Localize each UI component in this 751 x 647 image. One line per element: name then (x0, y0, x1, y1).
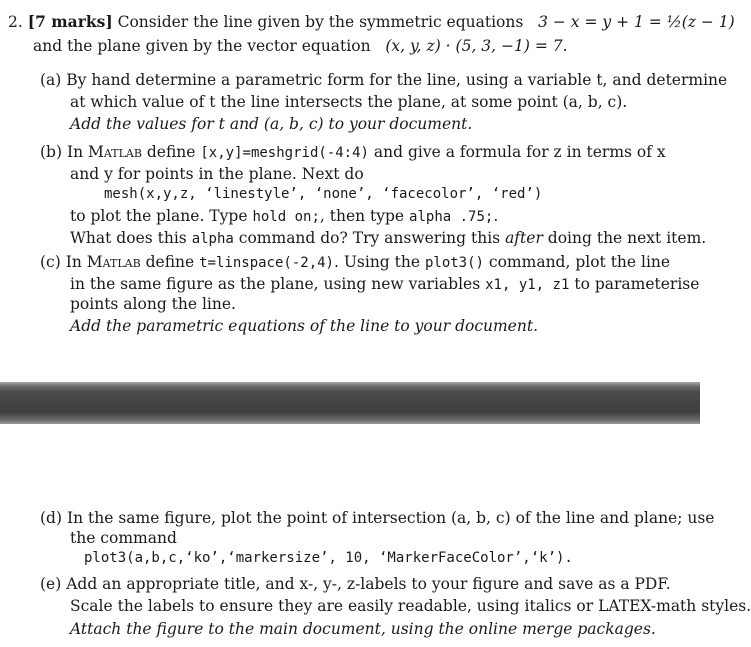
symmetric-equations: 3 − x = y + 1 = ½(z − 1) (538, 13, 735, 31)
plane-equation: (x, y, z) · (5, 3, −1) = 7. (385, 37, 568, 55)
matlab-word: Matlab (88, 143, 142, 161)
part-c-line4: Add the parametric equations of the line to your document. (70, 317, 538, 335)
part-a-line2: at which value of t the line intersects the plane, at some point (a, b, c). (70, 93, 628, 111)
hold-on-code: hold on; (252, 209, 320, 225)
part-c-text-same: in the same figure as the plane, using new variables (70, 275, 481, 293)
part-b-text-what: What does this (70, 229, 187, 247)
part-b-label: (b) (40, 143, 63, 161)
part-e-line2: Scale the labels to ensure they are easily readable, using italics or LATEX-math styles. (70, 597, 751, 615)
part-b-line2: and y for points in the plane. Next do (70, 165, 364, 183)
part-a-line1 (40, 70, 727, 90)
part-b-period: . (493, 207, 499, 225)
part-c-text-in: In (65, 253, 82, 271)
alpha-word-code: alpha (191, 231, 234, 247)
question-header (8, 12, 735, 32)
meshgrid-code: [x,y]=meshgrid(-4:4) (200, 145, 369, 161)
part-d-label: (d) (40, 509, 63, 527)
after-emphasis: after (505, 229, 543, 247)
part-b-line5 (70, 228, 706, 249)
part-e-line1 (40, 574, 671, 594)
part-a-label: (a) (40, 71, 62, 89)
part-e-label: (e) (40, 575, 62, 593)
xyz1-code: x1, y1, z1 (485, 277, 570, 293)
plot3-code: plot3() (424, 255, 484, 271)
part-d-line2: the command (70, 529, 177, 547)
part-c-text-command: command, plot the line (488, 253, 671, 271)
part-c-line2 (70, 274, 699, 295)
part-c-text-define: define (145, 253, 195, 271)
part-b-text-plot: to plot the plane. Type (70, 207, 248, 225)
part-a-line3: Add the values for t and (a, b, c) to your document. (70, 115, 473, 133)
part-b-text-next: doing the next item. (547, 229, 707, 247)
question-line2 (33, 36, 568, 56)
question-marks: [7 marks] (27, 12, 113, 31)
part-b-line1 (40, 142, 666, 163)
part-d-line1 (40, 508, 714, 528)
part-e-text1: Add an appropriate title, and x-, y-, z-labels to your figure and save as a PDF. (66, 575, 671, 593)
part-c-line1 (40, 252, 670, 273)
mesh-code: mesh(x,y,z, ‘linestyle’, ‘none’, ‘facecolor’, ‘red’) (104, 186, 543, 202)
matlab-word-c: Matlab (86, 253, 141, 271)
question-number: 2. (8, 13, 23, 31)
part-e-line3: Attach the figure to the main document, using the online merge packages. (70, 620, 656, 638)
part-a-text1: By hand determine a parametric form for the line, using a variable t, and determine (66, 71, 728, 89)
part-c-text-using: . Using the (333, 253, 421, 271)
part-c-text-param: to parameterise (574, 275, 700, 293)
part-b-line4 (70, 206, 498, 227)
part-b-text-define: define (146, 143, 196, 161)
plot3-point-code: plot3(a,b,c,‘ko’,‘markersize’, 10, ‘MarkerFaceColor’,‘k’). (84, 550, 573, 566)
part-c-line3: points along the line. (70, 295, 236, 313)
part-b-text-command: command do? Try answering this (238, 229, 501, 247)
linspace-code: t=linspace(-2,4) (199, 255, 334, 271)
question-line2-text: and the plane given by the vector equation (33, 37, 371, 55)
page-divider (0, 382, 700, 424)
alpha-code: alpha .75; (409, 209, 494, 225)
question-line1-text: Consider the line given by the symmetric equations (117, 13, 524, 31)
part-d-text1: In the same figure, plot the point of intersection (a, b, c) of the line and plane; use (66, 509, 715, 527)
part-b-text-in: In (66, 143, 84, 161)
part-b-text-then: , then type (319, 207, 405, 225)
part-c-label: (c) (40, 253, 61, 271)
part-b-text-formula: and give a formula for z in terms of x (373, 143, 666, 161)
